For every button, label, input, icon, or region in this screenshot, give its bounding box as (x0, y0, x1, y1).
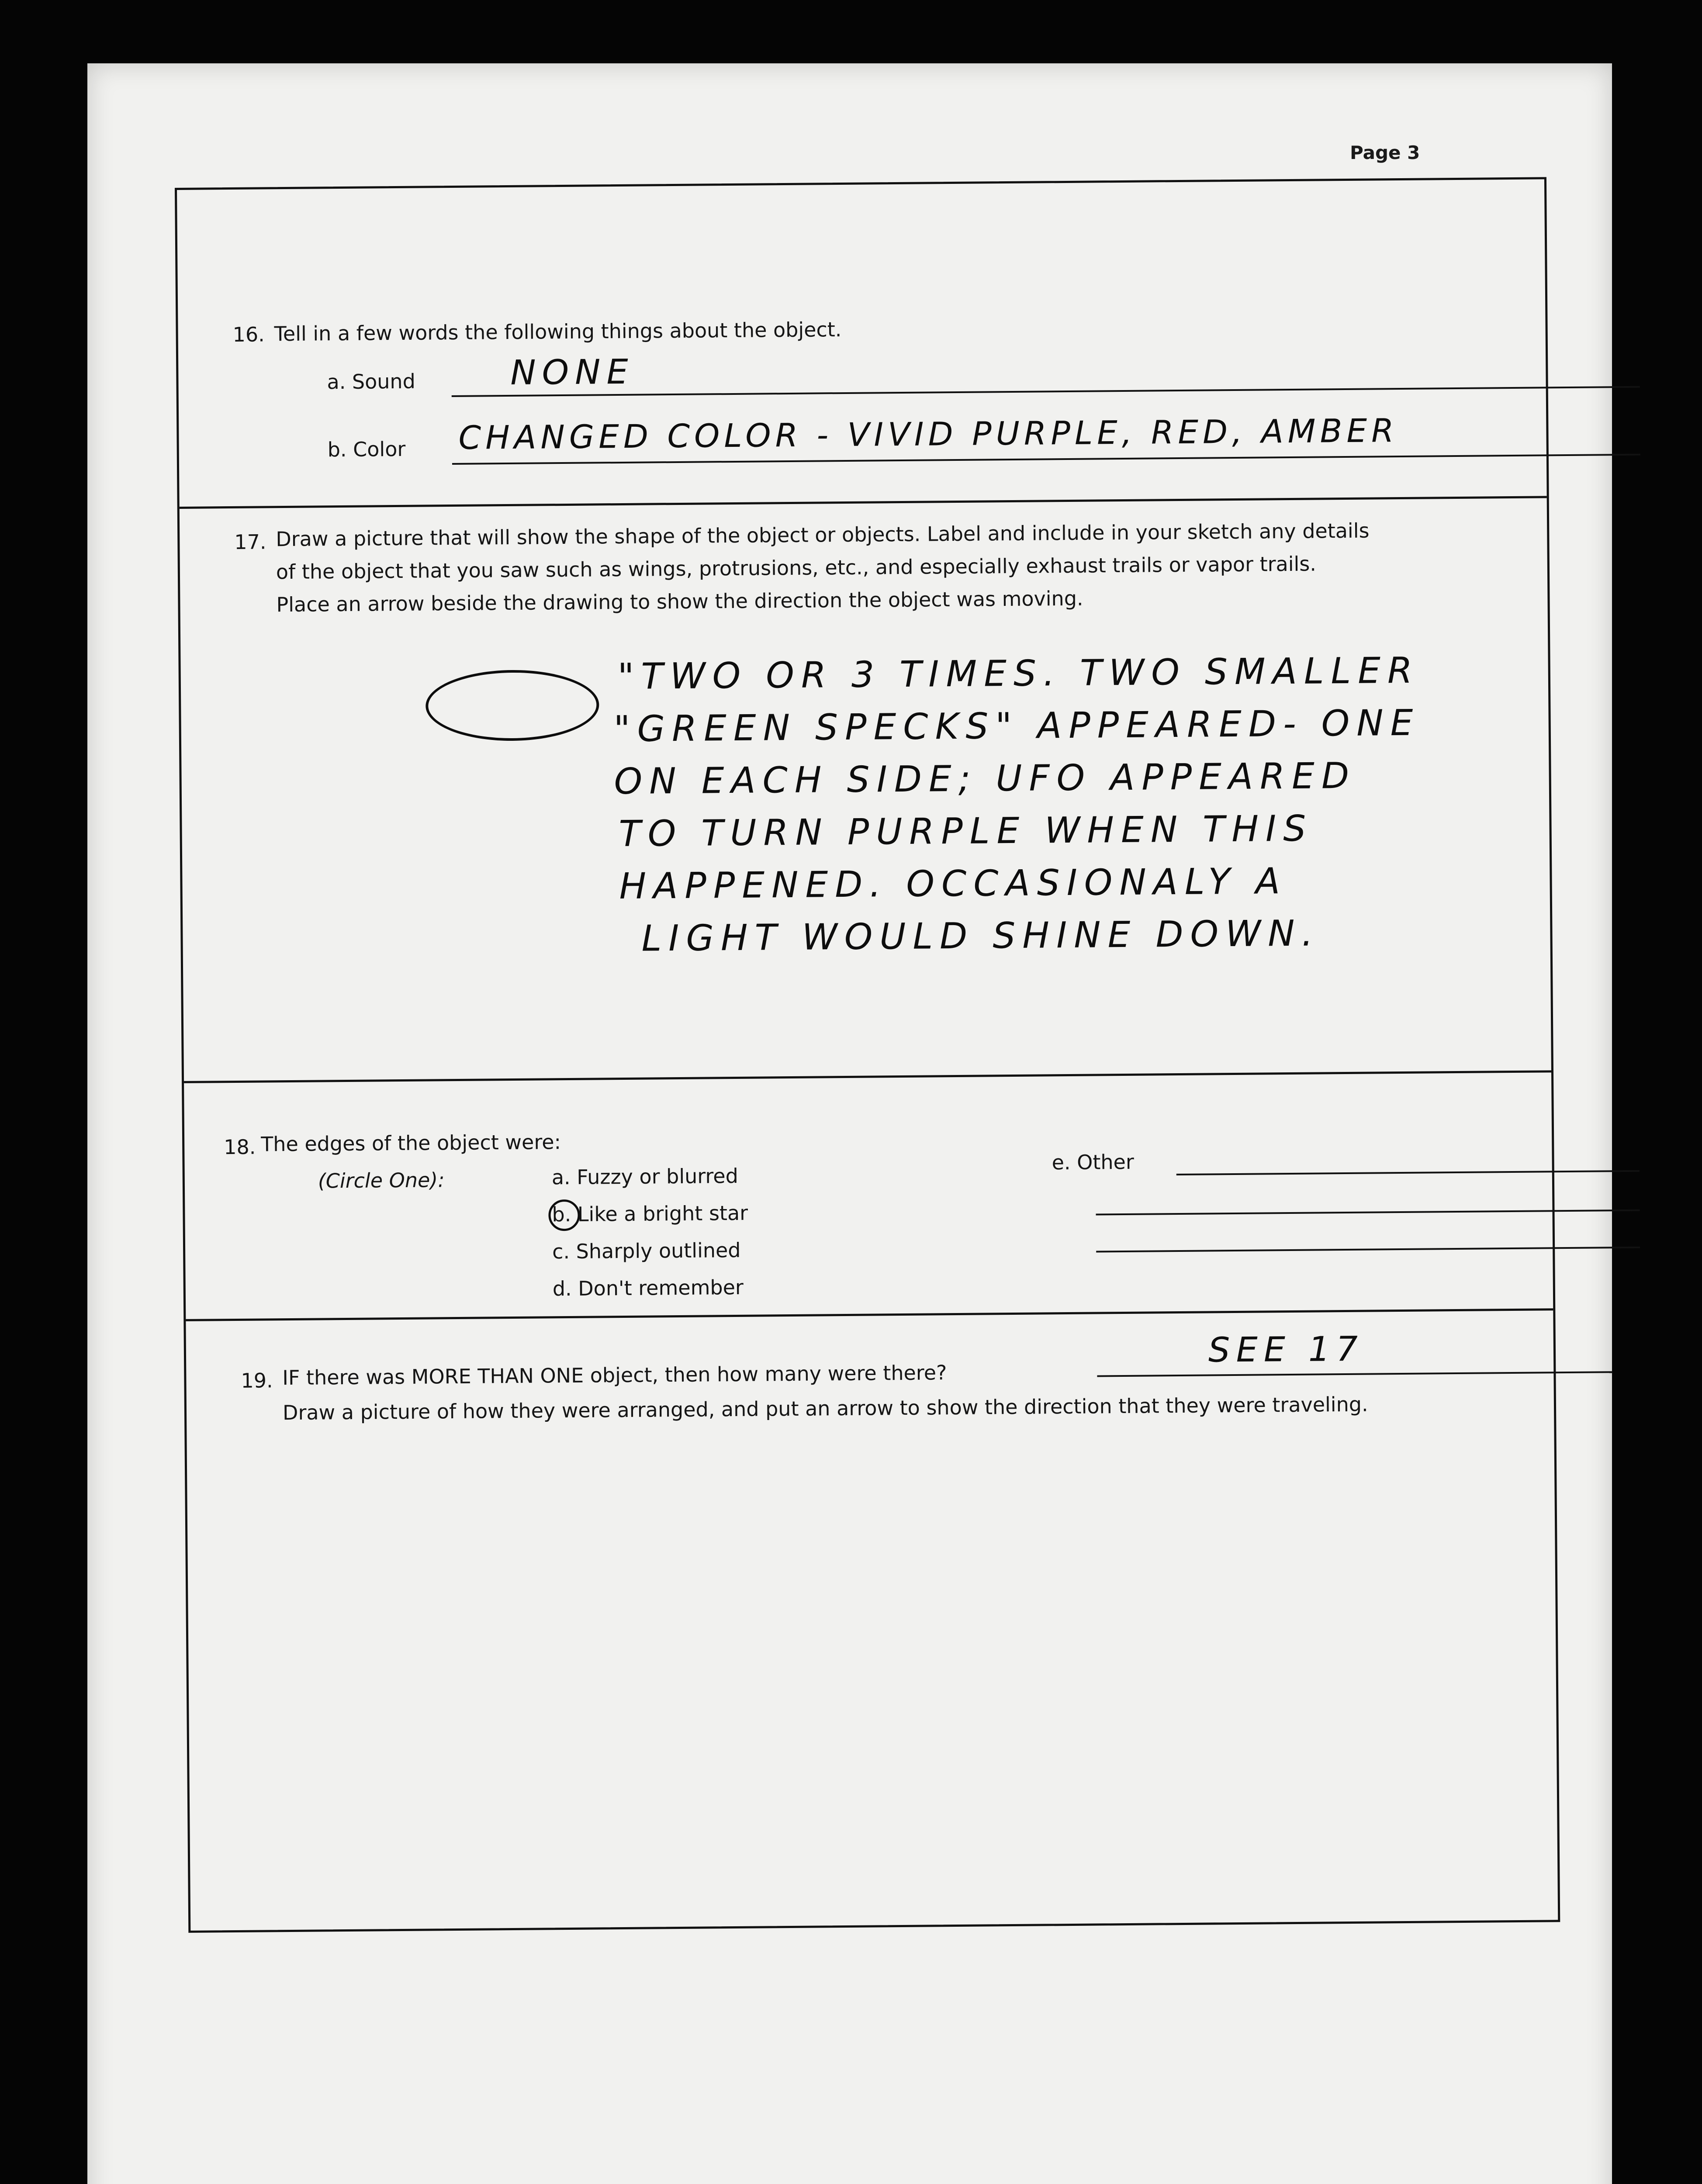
q17-number: 17. (234, 530, 266, 554)
divider-18-19 (186, 1308, 1553, 1321)
q17-note-line2: "GREEN SPECKS" APPEARED- ONE (613, 702, 1420, 750)
q18-other-line2 (1096, 1209, 1640, 1216)
q18-option-b: b. Like a bright star (552, 1201, 748, 1227)
q18-other-line3 (1096, 1247, 1640, 1253)
q18-other-line1 (1176, 1170, 1640, 1175)
q19-answer: SEE 17 (1208, 1329, 1364, 1370)
q18-option-c: c. Sharply outlined (552, 1238, 741, 1264)
q16-prompt: Tell in a few words the following things about the object. (274, 318, 842, 346)
q18-prompt: The edges of the object were: (260, 1130, 561, 1156)
q19-prompt-line1: IF there was MORE THAN ONE object, then how many were there? (282, 1361, 947, 1390)
q18-instruction: (Circle One): (318, 1168, 445, 1193)
q17-note-line4: TO TURN PURPLE WHEN THIS (619, 808, 1313, 855)
q16-sound-answer: NONE (510, 352, 635, 393)
q17-prompt-line1: Draw a picture that will show the shape of the object or objects. Label and include in your sketch any details (276, 518, 1370, 551)
divider-17-18 (184, 1070, 1551, 1083)
q19-prompt-line2: Draw a picture of how they were arranged, and put an arrow to show the direction that they were traveling. (282, 1392, 1368, 1425)
q18-option-a: a. Fuzzy or blurred (551, 1164, 739, 1189)
q16-color-answer: CHANGED COLOR - VIVID PURPLE, RED, AMBER (458, 412, 1398, 457)
divider-16-17 (180, 496, 1547, 509)
page-number: Page 3 (1350, 142, 1420, 163)
q16-color-label: b. Color (327, 437, 406, 462)
q18-number: 18. (224, 1135, 256, 1159)
q17-note-line1: "TWO OR 3 TIMES. TWO SMALLER (617, 650, 1420, 698)
q17-note-line6: LIGHT WOULD SHINE DOWN. (641, 912, 1320, 960)
q17-prompt-line3: Place an arrow beside the drawing to show the direction the object was moving. (276, 586, 1083, 617)
q17-prompt-line2: of the object that you saw such as wings, protrusions, etc., and especially exhaust trails or vapor trails. (276, 552, 1317, 584)
q18-option-d: d. Don't remember (552, 1275, 744, 1301)
q17-note-line3: ON EACH SIDE; UFO APPEARED (614, 755, 1356, 803)
q19-answer-line (1097, 1371, 1612, 1377)
object-sketch-oval (426, 669, 599, 741)
q19-number: 19. (241, 1368, 273, 1393)
q16-sound-label: a. Sound (327, 369, 416, 394)
q16-number: 16. (232, 322, 265, 346)
questionnaire-form (175, 177, 1560, 1933)
q18-other-label: e. Other (1052, 1150, 1134, 1175)
q17-note-line5: HAPPENED. OCCASIONALY A (619, 860, 1287, 908)
document-page (87, 63, 1612, 2184)
